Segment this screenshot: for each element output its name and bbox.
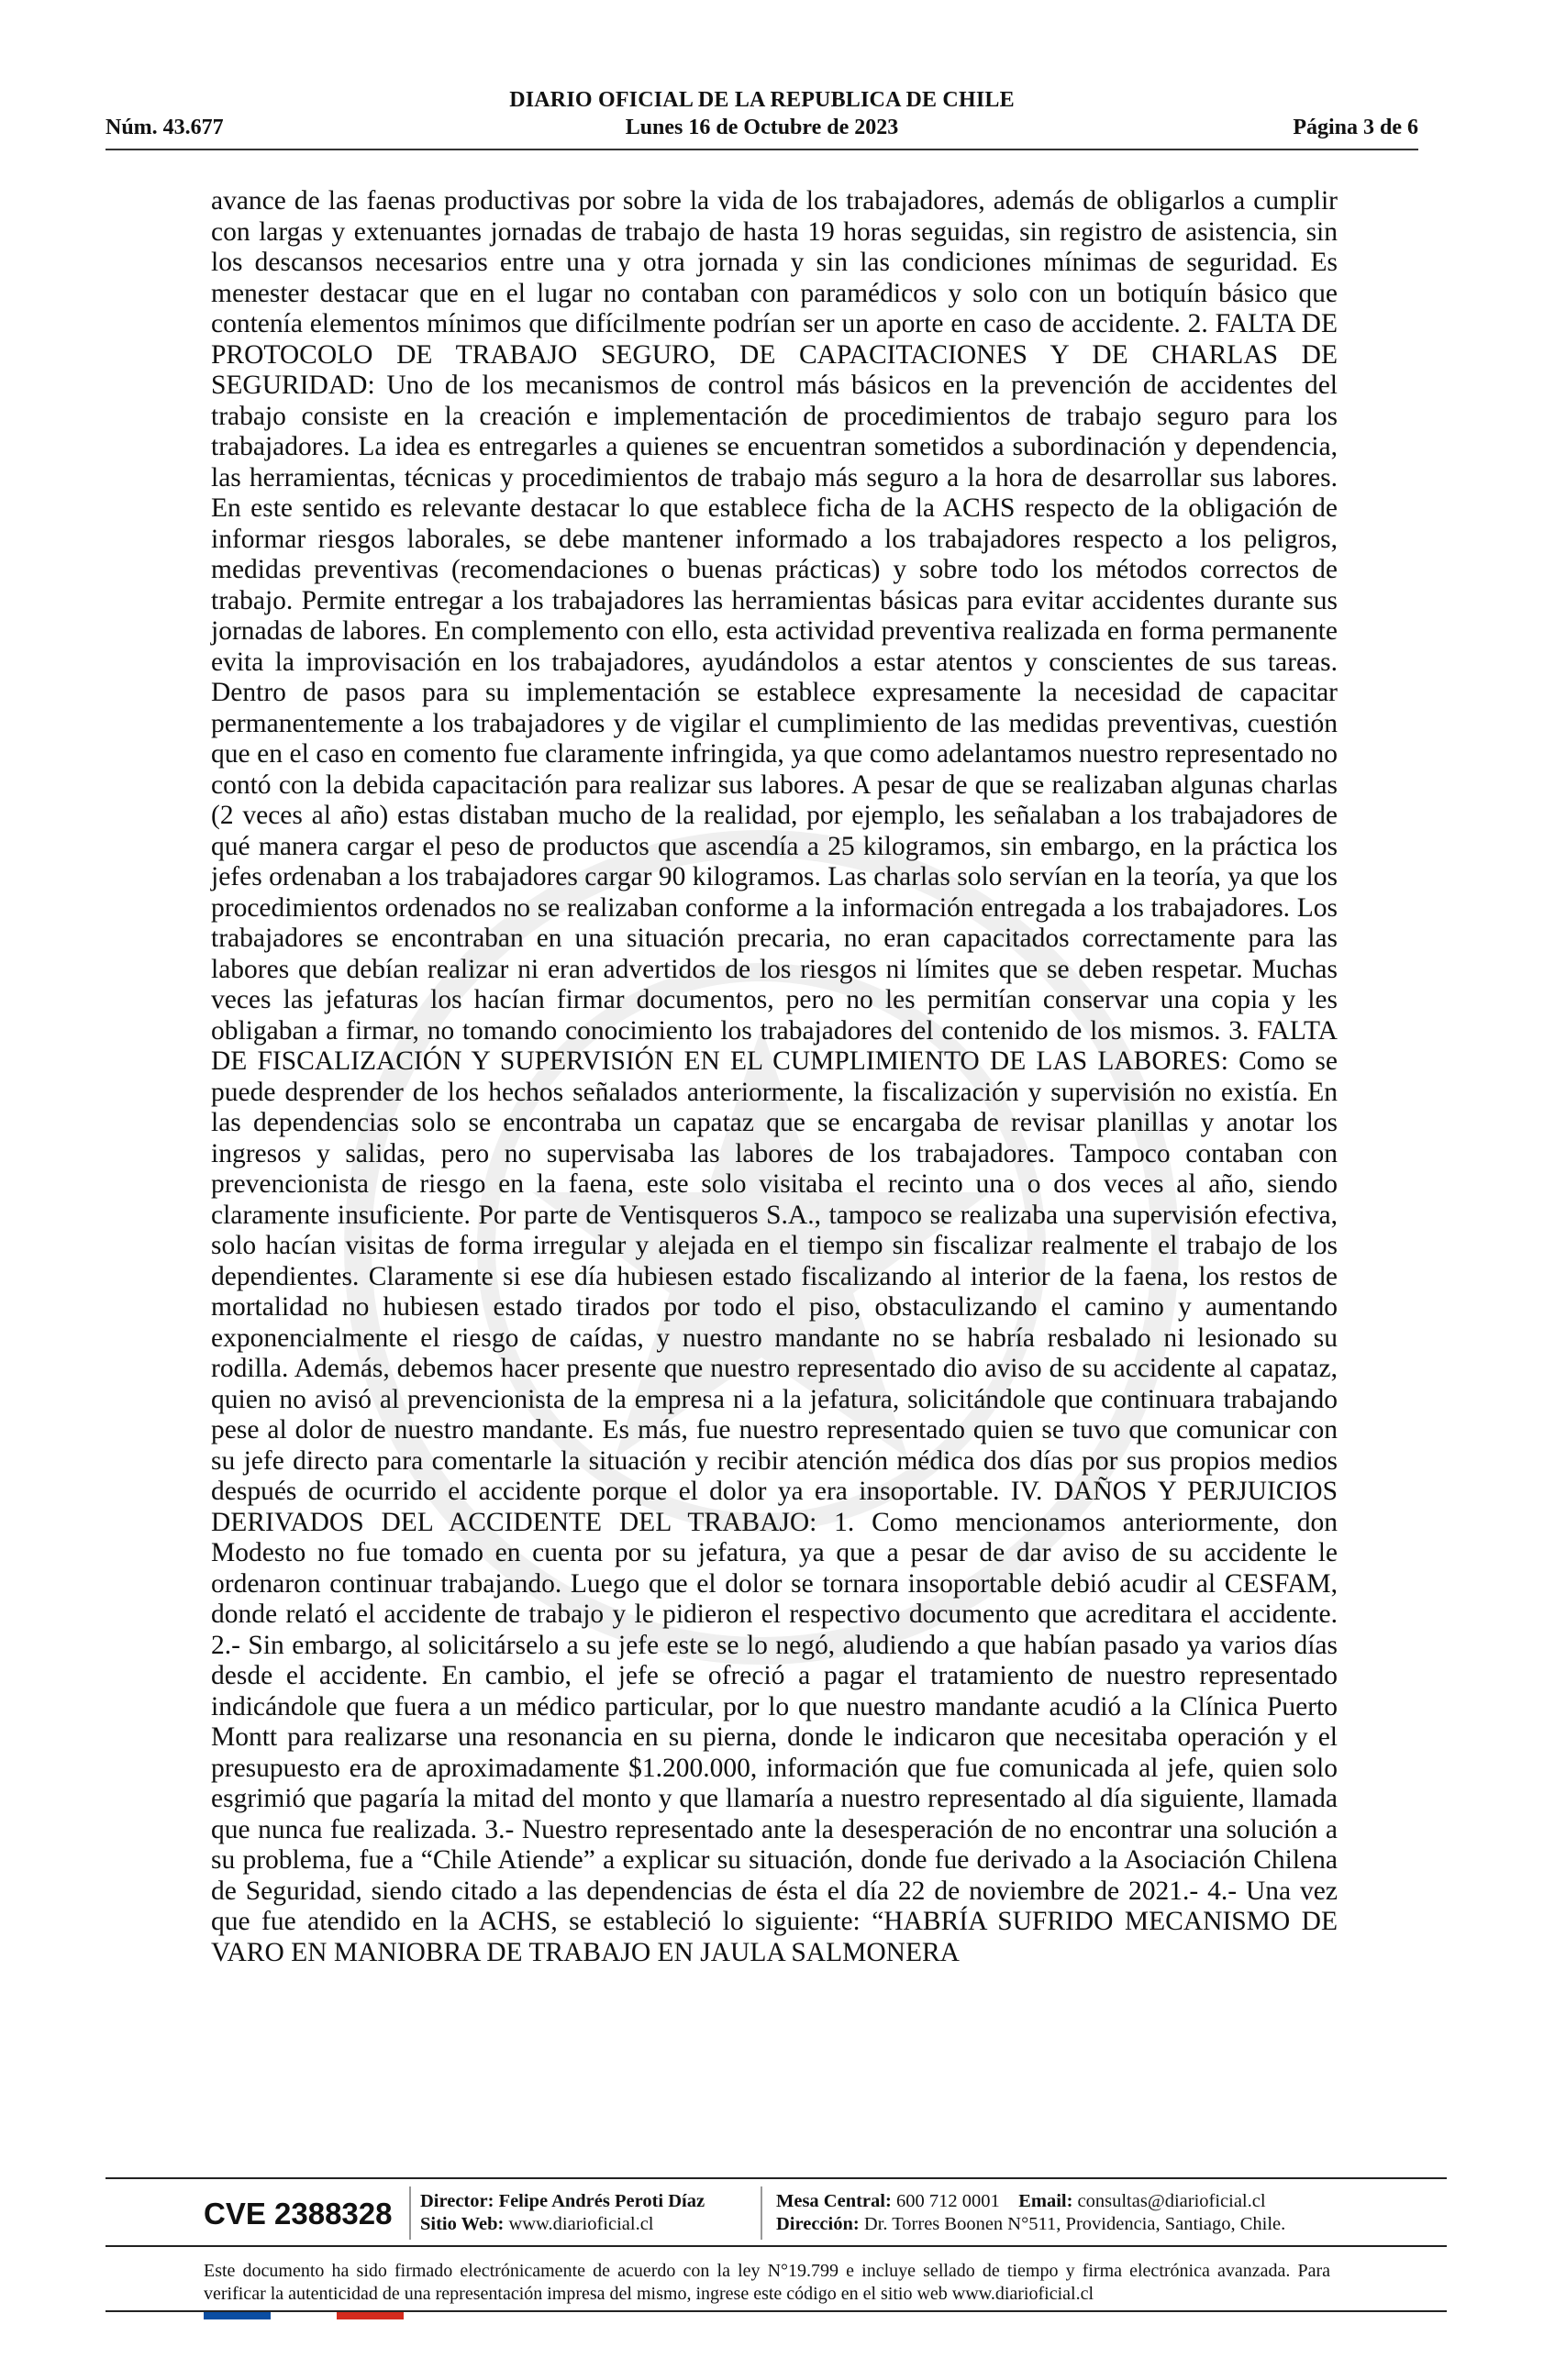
footer-separator bbox=[409, 2186, 411, 2240]
gazette-title: DIARIO OFICIAL DE LA REPUBLICA DE CHILE bbox=[509, 88, 1015, 112]
phone-label: Mesa Central: bbox=[776, 2191, 892, 2211]
flag-white-segment bbox=[271, 2312, 338, 2319]
footer-separator bbox=[761, 2186, 762, 2240]
director-label: Director: bbox=[420, 2191, 494, 2211]
footer-top-divider bbox=[106, 2177, 1447, 2179]
address-text: Dr. Torres Boonen N°511, Providencia, Santiago, Chile. bbox=[863, 2214, 1286, 2234]
flag-stripe bbox=[204, 2312, 404, 2319]
email-link[interactable]: consultas@diarioficial.cl bbox=[1077, 2191, 1266, 2211]
issue-number: Núm. 43.677 bbox=[106, 116, 224, 139]
body-paragraph: avance de las faenas productivas por sobre la vida de los trabajadores, además de obligarlos a cumplir con largas y extenuantes jornadas de trabajo de hasta 19 horas seguidas, sin registro de asistencia, sin los descansos necesarios entre una y otra jornada y sin las condiciones mínimas de seguridad. Es menester destacar que en el lugar no contaban con paramédicos y solo con un botiquín básico que contenía elementos mínimos que difícilmente podrían ser un aporte en caso de accidente. 2. FALTA DE PROTOCOLO DE TRABAJO SEGURO, DE CAPACITACIONES Y DE CHARLAS DE SEGURIDAD: Uno de los mecanismos de control más básicos en la prevención de accidentes del trabajo consiste en la creación e implementación de procedimientos de trabajo seguro para los trabajadores. La idea es entregarles a quienes se encuentran sometidos a subordinación y dependencia, las herramientas, técnicas y procedimientos de trabajo más seguro a la hora de desarrollar sus labores. En este sentido es relevante destacar lo que establece ficha de la ACHS respecto de la obligación de informar riesgos laborales, se debe mantener informado a los trabajadores respecto a los peligros, medidas preventivas (recomendaciones o buenas prácticas) y sobre todo los métodos correctos de trabajo. Permite entregar a los trabajadores las herramientas básicas para evitar accidentes durante sus jornadas de labores. En complemento con ello, esta actividad preventiva realizada en forma permanente evita la improvisación en los trabajadores, ayudándolos a estar atentos y conscientes de sus tareas. Dentro de pasos para su implementación se establece expresamente la necesidad de capacitar permanentemente a los trabajadores y de vigilar el cumplimiento de las medidas preventivas, cuestión que en el caso en comento fue claramente infringida, ya que como adelantamos nuestro representado no contó con la debida capacitación para realizar sus labores. A pesar de que se realizaban algunas charlas (2 veces al año) estas distaban mucho de la realidad, por ejemplo, les señalaban a los trabajadores de qué manera cargar el peso de productos que ascendía a 25 kilogramos, sin embargo, en la práctica los jefes ordenaban a los trabajadores cargar 90 kilogramos. Las charlas solo servían en la teoría, ya que los procedimientos ordenados no se realizaban conforme a la información entregada a los trabajadores. Los trabajadores se encontraban en una situación precaria, no eran capacitados correctamente para las labores que debían realizar ni eran advertidos de los riesgos ni límites que se deben respetar. Muchas veces las jefaturas los hacían firmar documentos, pero no les permitían conservar una copia y les obligaban a firmar, no tomando conocimiento los trabajadores del contenido de los mismos. 3. FALTA DE FISCALIZACIÓN Y SUPERVISIÓN EN EL CUMPLIMIENTO DE LAS LABORES: Como se puede desprender de los hechos señalados anteriormente, la fiscalización y supervisión no existía. En las dependencias solo se encontraba un capataz que se encargaba de revisar planillas y anotar los ingresos y salidas, pero no supervisaba las labores de los trabajadores. Tampoco contaban con prevencionista de riesgo en la faena, este solo visitaba el recinto una o dos veces al año, siendo claramente insuficiente. Por parte de Ventisqueros S.A., tampoco se realizaba una supervisión efectiva, solo hacían visitas de forma irregular y alejada en el tiempo sin fiscalizar realmente el trabajo de los dependientes. Claramente si ese día hubiesen estado fiscalizando al interior de la faena, los restos de mortalidad no hubiesen estado tirados por todo el piso, obstaculizando el camino y aumentando exponencialmente el riesgo de caídas, y nuestro mandante no se habría resbalado ni lesionado su rodilla. Además, debemos hacer presente que nuestro representado dio aviso de su accidente al capataz, quien no avisó al prevencionista de la empresa ni a la jefatura, solicitándole que continuara trabajando pese al dolor de nuestro mandante. Es más, fue nuestro representado quien se tuvo que comunicar con su jefe directo para comentarle la situación y recibir atención médica dos días por sus propios medios después de ocurrido el accidente porque el dolor ya era insoportable. IV. DAÑOS Y PERJUICIOS DERIVADOS DEL ACCIDENTE DEL TRABAJO: 1. Como mencionamos anteriormente, don Modesto no fue tomado en cuenta por su jefatura, ya que a pesar de dar aviso de su accidente le ordenaron continuar trabajando. Luego que el dolor se tornara insoportable debió acudir al CESFAM, donde relató el accidente de trabajo y le pidieron el respectivo documento que acreditara el accidente. 2.- Sin embargo, al solicitárselo a su jefe este se lo negó, aludiendo a que habían pasado ya varios días desde el accidente. En cambio, el jefe se ofreció a pagar el tratamiento de nuestro representado indicándole que fuera a un médico particular, por lo que nuestro mandante acudió a la Clínica Puerto Montt para realizarse una resonancia en su pierna, donde le indicaron que necesitaba operación y el presupuesto era de aproximadamente $1.200.000, información que fue comunicada al jefe, quien solo esgrimió que pagaría la mitad del monto y que llamaría a nuestro representado al día siguiente, llamada que nunca fue realizada. 3.- Nuestro representado ante la desesperación de no encontrar una solución a su problema, fue a “Chile Atiende” a explicar su situación, donde fue derivado a la Asociación Chilena de Seguridad, siendo citado a las dependencias de ésta el día 22 de noviembre de 2021.- 4.- Una vez que fue atendido en la ACHS, se estableció lo siguiente: “HABRÍA SUFRIDO MECANISMO DE VARO EN MANIOBRA DE TRABAJO EN JAULA SALMONERA bbox=[211, 186, 1338, 1967]
footer-contact-block bbox=[776, 2190, 1285, 2236]
issue-date: Lunes 16 de Octubre de 2023 bbox=[625, 116, 899, 139]
director-name: Felipe Andrés Peroti Díaz bbox=[498, 2191, 705, 2211]
phone-number: 600 712 0001 bbox=[895, 2191, 1000, 2211]
page-header bbox=[106, 88, 1418, 147]
website-link[interactable]: www.diarioficial.cl bbox=[508, 2214, 654, 2234]
signature-note: Este documento ha sido firmado electrónicamente de acuerdo con la ley N°19.799 e incluye sellado de tiempo y firma electrónica avanzada. Para verificar la autenticidad de una representación impresa del mismo, ingrese este código en el sitio web www.diarioficial.cl bbox=[204, 2261, 1330, 2304]
website-label: Sitio Web: bbox=[420, 2214, 505, 2234]
article-body bbox=[211, 186, 1338, 1968]
email-label: Email: bbox=[1018, 2191, 1073, 2211]
footer-mid-divider bbox=[106, 2245, 1447, 2247]
footer-director-block bbox=[420, 2190, 705, 2236]
address-label: Dirección: bbox=[776, 2214, 860, 2234]
flag-red-segment bbox=[337, 2312, 404, 2319]
header-divider bbox=[106, 149, 1418, 150]
cve-code: CVE 2388328 bbox=[204, 2197, 393, 2231]
flag-blue-segment bbox=[204, 2312, 271, 2319]
page-number: Página 3 de 6 bbox=[1293, 116, 1418, 139]
